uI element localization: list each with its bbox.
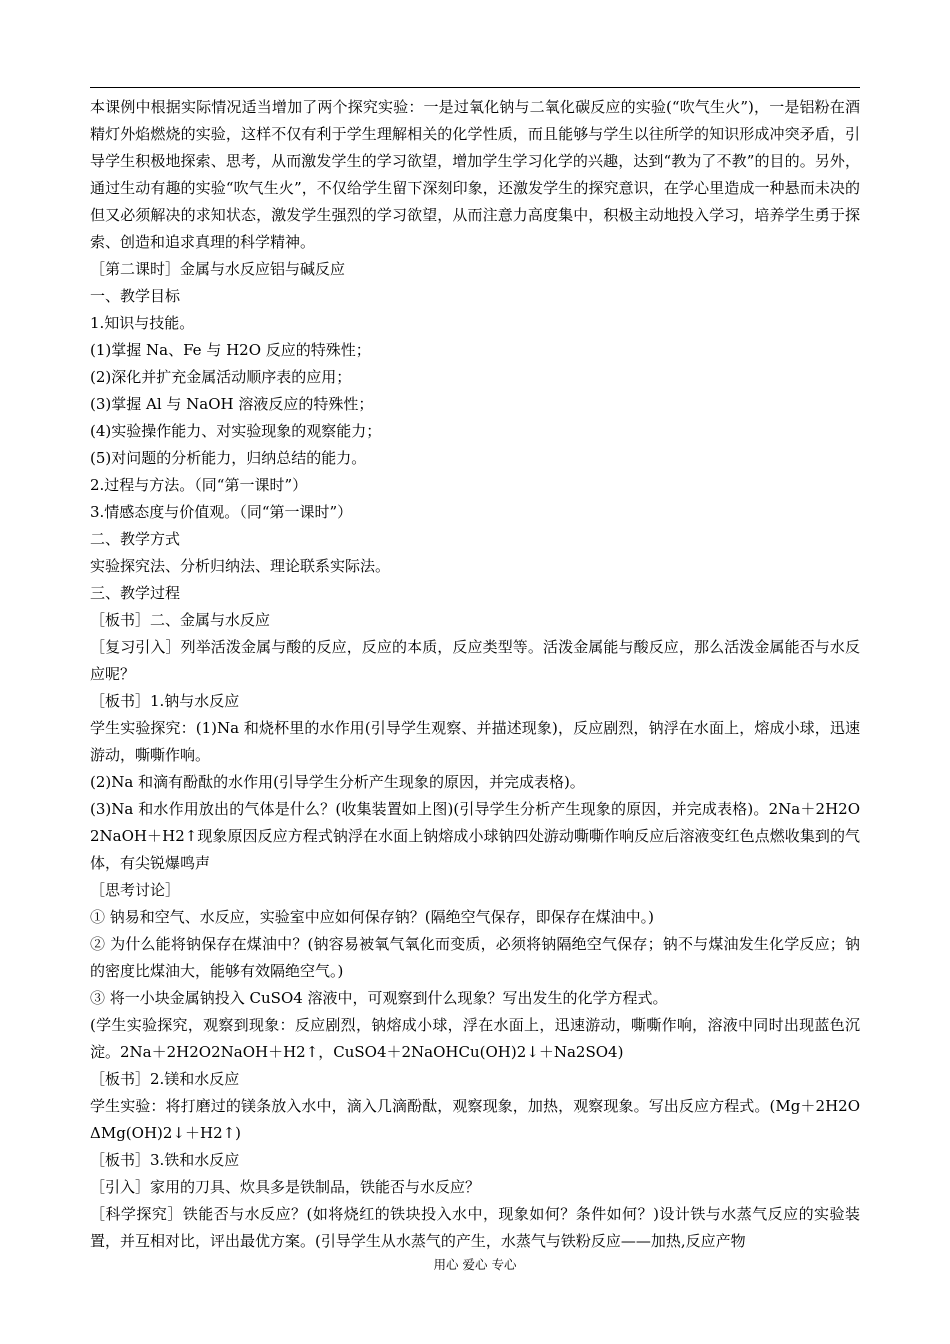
objective-item-4: (4)实验操作能力、对实验现象的观察能力； <box>90 422 382 440</box>
objective-item-2: (2)深化并扩充金属活动顺序表的应用； <box>90 368 352 386</box>
objective-item-1: (1)掌握 Na、Fe 与 H2O 反应的特殊性； <box>90 341 371 359</box>
discussion-answer-3: (学生实验探究，观察到现象：反应剧烈，钠熔成小球，浮在水面上，迅速游动，嘶嘶作响，溶液中同时出现蓝色沉淀。2Na＋2H2O2NaOH＋H2↑，CuSO4＋2NaOHCu(OH)2↓＋Na2SO4) <box>90 1016 860 1061</box>
discussion-question-1: ① 钠易和空气、水反应，实验室中应如何保存钠？(隔绝空气保存，即保存在煤油中。) <box>90 908 654 926</box>
student-experiment-sodium-2: (2)Na 和滴有酚酞的水作用(引导学生分析产生现象的原因，并完成表格)。 <box>90 773 585 791</box>
section-heading-methods: 二、教学方式 <box>90 530 181 548</box>
intro-iron-question: ［引入］家用的刀具、炊具多是铁制品，铁能否与水反应？ <box>90 1178 481 1196</box>
section-heading-process: 三、教学过程 <box>90 584 181 602</box>
science-inquiry-iron: ［科学探究］铁能否与水反应？(如将烧红的铁块投入水中，现象如何？条件如何？)设计铁与水蒸气反应的实验装置，并互相对比，评出最优方案。(引导学生从水蒸气的产生，水蒸气与铁粉反应——加热,反应产物 <box>90 1205 860 1250</box>
document-body <box>90 94 860 1255</box>
methods-text: 实验探究法、分析归纳法、理论联系实际法。 <box>90 557 391 575</box>
lesson-heading: ［第二课时］金属与水反应铝与碱反应 <box>90 260 346 278</box>
student-experiment-magnesium: 学生实验：将打磨过的镁条放入水中，滴入几滴酚酞，观察现象，加热，观察现象。写出反应方程式。(Mg＋2H2OΔMg(OH)2↓＋H2↑) <box>90 1097 860 1142</box>
paragraph-intro-summary: 本课例中根据实际情况适当增加了两个探究实验：一是过氧化钠与二氧化碳反应的实验(“吹气生火”)，一是铝粉在酒精灯外焰燃烧的实验，这样不仅有利于学生理解相关的化学性质，而且能够与学生以往所学的知识形成冲突矛盾，引导学生积极地探索、思考，从而激发学生的学习欲望，增加学生学习化学的兴趣，达到“教为了不教”的目的。另外，通过生动有趣的实验“吹气生火”，不仅给学生留下深刻印象，还激发学生的探究意识，在学心里造成一种悬而未决的但又必须解决的求知状态，激发学生强烈的学习欲望，从而注意力高度集中，积极主动地投入学习，培养学生勇于探索、创造和追求真理的科学精神。 <box>90 98 860 251</box>
board-note-magnesium-water: ［板书］2.镁和水反应 <box>90 1070 240 1088</box>
discussion-heading: ［思考讨论］ <box>90 881 181 899</box>
objective-item-3: (3)掌握 Al 与 NaOH 溶液反应的特殊性； <box>90 395 374 413</box>
board-note-iron-water: ［板书］3.铁和水反应 <box>90 1151 240 1169</box>
objective-item-5: (5)对问题的分析能力，归纳总结的能力。 <box>90 449 367 467</box>
objective-knowledge-skills: 1.知识与技能。 <box>90 314 195 332</box>
header-rule <box>90 87 860 88</box>
section-heading-objectives: 一、教学目标 <box>90 287 181 305</box>
board-note-metal-water: ［板书］二、金属与水反应 <box>90 611 271 629</box>
page-footer: 用心 爱心 专心 <box>433 1257 517 1272</box>
review-intro: ［复习引入］列举活泼金属与酸的反应，反应的本质，反应类型等。活泼金属能与酸反应，那么活泼金属能否与水反应呢？ <box>90 638 860 683</box>
objective-attitudes-values: 3.情感态度与价值观。（同“第一课时”） <box>90 503 353 521</box>
discussion-question-3: ③ 将一小块金属钠投入 CuSO4 溶液中，可观察到什么现象？写出发生的化学方程式。 <box>90 989 668 1007</box>
objective-process-methods: 2.过程与方法。（同“第一课时”） <box>90 476 308 494</box>
student-experiment-sodium-1: 学生实验探究：(1)Na 和烧杯里的水作用(引导学生观察、并描述现象)，反应剧烈，钠浮在水面上，熔成小球，迅速游动，嘶嘶作响。 <box>90 719 860 764</box>
student-experiment-sodium-3: (3)Na 和水作用放出的气体是什么？(收集装置如上图)(引导学生分析产生现象的原因，并完成表格)。2Na＋2H2O2NaOH＋H2↑现象原因反应方程式钠浮在水面上钠熔成小球钠四处游动嘶嘶作响反应后溶液变红色点燃收集到的气体，有尖锐爆鸣声 <box>90 800 860 872</box>
discussion-question-2: ② 为什么能将钠保存在煤油中？(钠容易被氧气氧化而变质，必须将钠隔绝空气保存；钠不与煤油发生化学反应；钠的密度比煤油大，能够有效隔绝空气。) <box>90 935 860 980</box>
board-note-sodium-water: ［板书］1.钠与水反应 <box>90 692 240 710</box>
